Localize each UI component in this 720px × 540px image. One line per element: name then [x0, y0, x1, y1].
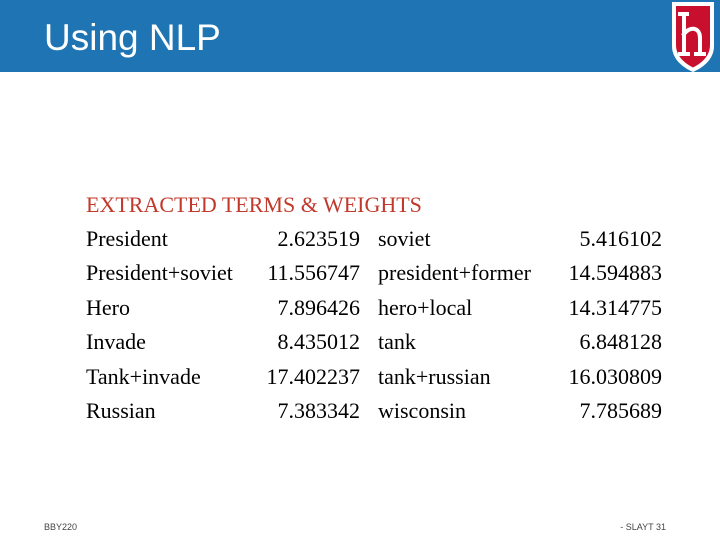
term-cell: hero+local	[378, 294, 473, 320]
term-cell: President+soviet	[86, 260, 233, 286]
term-cell: tank	[378, 329, 416, 355]
weight-cell: 7.896426	[277, 294, 360, 320]
title-bar	[0, 0, 720, 72]
section-heading: EXTRACTED TERMS & WEIGHTS	[86, 192, 422, 217]
weight-cell: 6.848128	[579, 329, 662, 355]
table-row	[86, 325, 662, 359]
terms-weights-section	[86, 188, 662, 428]
term-cell: Russian	[86, 397, 156, 423]
weight-cell: 7.785689	[579, 397, 662, 423]
weight-cell: 17.402237	[266, 363, 360, 389]
table-row	[86, 360, 662, 394]
footer-slide-number: - SLAYT 31	[620, 522, 666, 532]
table-row	[86, 222, 662, 256]
table-row	[86, 256, 662, 290]
weight-cell: 11.556747	[267, 260, 360, 286]
weight-cell: 8.435012	[277, 329, 360, 355]
weight-cell: 16.030809	[568, 363, 662, 389]
weight-cell: 2.623519	[277, 226, 360, 251]
weight-cell: 5.416102	[579, 226, 662, 251]
university-logo-icon	[666, 0, 720, 74]
weight-cell: 14.314775	[568, 294, 662, 320]
term-cell: soviet	[378, 226, 431, 251]
table-row	[86, 394, 662, 428]
term-cell: Tank+invade	[86, 363, 201, 389]
term-cell: wisconsin	[378, 397, 466, 423]
weight-cell: 7.383342	[277, 397, 360, 423]
table-row	[86, 291, 662, 325]
term-cell: Invade	[86, 329, 146, 355]
footer-course-code: BBY220	[44, 522, 78, 532]
term-cell: President	[86, 226, 168, 251]
weight-cell: 14.594883	[568, 260, 662, 286]
terms-weights-table	[86, 222, 662, 428]
term-cell: president+former	[378, 260, 531, 286]
term-cell: tank+russian	[378, 363, 491, 389]
term-cell: Hero	[86, 294, 130, 320]
slide-title: Using NLP	[44, 17, 221, 58]
